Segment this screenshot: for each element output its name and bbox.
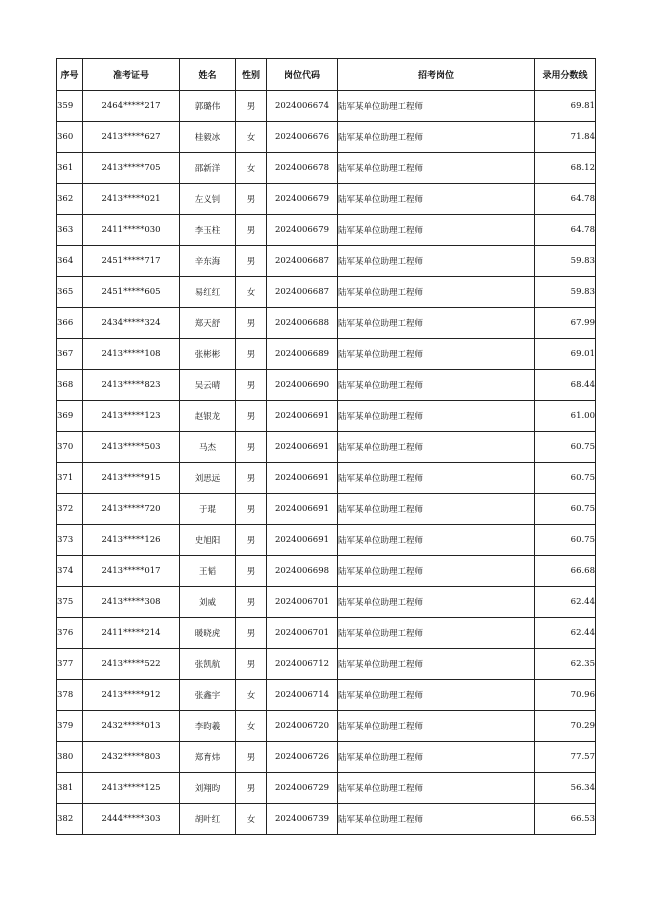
cell-exam-number: 2413*****720 [83, 494, 180, 525]
cell-exam-number: 2413*****503 [83, 432, 180, 463]
table-row [57, 742, 596, 773]
cell-gender: 女 [236, 680, 267, 711]
cell-name: 吴云晴 [180, 370, 236, 401]
cell-score-line: 60.75 [535, 463, 596, 494]
cell-seq: 362 [57, 184, 83, 215]
header-seq: 序号 [57, 59, 83, 91]
table-row [57, 649, 596, 680]
cell-position: 陆军某单位助理工程师 [338, 463, 535, 494]
cell-name: 马杰 [180, 432, 236, 463]
cell-score-line: 71.84 [535, 122, 596, 153]
cell-gender: 男 [236, 432, 267, 463]
cell-gender: 男 [236, 494, 267, 525]
cell-score-line: 61.00 [535, 401, 596, 432]
cell-exam-number: 2413*****522 [83, 649, 180, 680]
cell-exam-number: 2411*****214 [83, 618, 180, 649]
cell-position-code: 2024006729 [267, 773, 338, 804]
table-row [57, 432, 596, 463]
cell-gender: 男 [236, 525, 267, 556]
cell-position: 陆军某单位助理工程师 [338, 122, 535, 153]
header-exam-number: 准考证号 [83, 59, 180, 91]
cell-exam-number: 2413*****823 [83, 370, 180, 401]
cell-score-line: 62.35 [535, 649, 596, 680]
cell-name: 李玉柱 [180, 215, 236, 246]
cell-score-line: 69.01 [535, 339, 596, 370]
cell-seq: 369 [57, 401, 83, 432]
cell-gender: 女 [236, 122, 267, 153]
cell-gender: 男 [236, 463, 267, 494]
cell-seq: 366 [57, 308, 83, 339]
cell-position-code: 2024006712 [267, 649, 338, 680]
cell-position: 陆军某单位助理工程师 [338, 587, 535, 618]
table-row [57, 618, 596, 649]
cell-name: 张彬彬 [180, 339, 236, 370]
cell-seq: 365 [57, 277, 83, 308]
cell-exam-number: 2432*****803 [83, 742, 180, 773]
header-position-code: 岗位代码 [267, 59, 338, 91]
cell-position-code: 2024006687 [267, 246, 338, 277]
cell-name: 刘威 [180, 587, 236, 618]
cell-position: 陆军某单位助理工程师 [338, 804, 535, 835]
cell-gender: 男 [236, 91, 267, 122]
cell-position-code: 2024006701 [267, 618, 338, 649]
cell-score-line: 69.81 [535, 91, 596, 122]
cell-position: 陆军某单位助理工程师 [338, 339, 535, 370]
cell-seq: 375 [57, 587, 83, 618]
cell-position-code: 2024006676 [267, 122, 338, 153]
cell-seq: 371 [57, 463, 83, 494]
cell-position: 陆军某单位助理工程师 [338, 184, 535, 215]
cell-position-code: 2024006701 [267, 587, 338, 618]
header-gender: 性别 [236, 59, 267, 91]
admission-score-table [56, 58, 596, 835]
cell-seq: 374 [57, 556, 83, 587]
cell-position: 陆军某单位助理工程师 [338, 401, 535, 432]
cell-score-line: 59.83 [535, 277, 596, 308]
cell-score-line: 70.96 [535, 680, 596, 711]
table-row [57, 370, 596, 401]
table-body [57, 91, 596, 835]
cell-score-line: 56.34 [535, 773, 596, 804]
cell-seq: 370 [57, 432, 83, 463]
cell-name: 王韬 [180, 556, 236, 587]
cell-seq: 359 [57, 91, 83, 122]
cell-exam-number: 2451*****605 [83, 277, 180, 308]
cell-score-line: 64.78 [535, 184, 596, 215]
cell-position: 陆军某单位助理工程师 [338, 680, 535, 711]
cell-exam-number: 2413*****017 [83, 556, 180, 587]
cell-exam-number: 2413*****021 [83, 184, 180, 215]
cell-seq: 373 [57, 525, 83, 556]
table-row [57, 277, 596, 308]
cell-seq: 368 [57, 370, 83, 401]
cell-name: 刘翔昀 [180, 773, 236, 804]
cell-name: 左义钊 [180, 184, 236, 215]
cell-score-line: 62.44 [535, 587, 596, 618]
cell-seq: 360 [57, 122, 83, 153]
cell-position: 陆军某单位助理工程师 [338, 153, 535, 184]
cell-name: 史旭阳 [180, 525, 236, 556]
cell-name: 易红红 [180, 277, 236, 308]
cell-exam-number: 2432*****013 [83, 711, 180, 742]
cell-score-line: 66.68 [535, 556, 596, 587]
cell-name: 于琨 [180, 494, 236, 525]
header-position: 招考岗位 [338, 59, 535, 91]
cell-position-code: 2024006688 [267, 308, 338, 339]
cell-position: 陆军某单位助理工程师 [338, 494, 535, 525]
cell-exam-number: 2464*****217 [83, 91, 180, 122]
cell-position: 陆军某单位助理工程师 [338, 773, 535, 804]
cell-name: 郭璐伟 [180, 91, 236, 122]
cell-exam-number: 2413*****912 [83, 680, 180, 711]
table-row [57, 246, 596, 277]
cell-position-code: 2024006678 [267, 153, 338, 184]
cell-name: 张凯航 [180, 649, 236, 680]
cell-gender: 男 [236, 618, 267, 649]
cell-position: 陆军某单位助理工程师 [338, 742, 535, 773]
cell-exam-number: 2413*****308 [83, 587, 180, 618]
cell-exam-number: 2413*****915 [83, 463, 180, 494]
cell-position-code: 2024006687 [267, 277, 338, 308]
cell-exam-number: 2434*****324 [83, 308, 180, 339]
cell-gender: 女 [236, 277, 267, 308]
cell-seq: 380 [57, 742, 83, 773]
cell-seq: 382 [57, 804, 83, 835]
cell-position: 陆军某单位助理工程师 [338, 525, 535, 556]
cell-seq: 363 [57, 215, 83, 246]
cell-gender: 女 [236, 804, 267, 835]
table-row [57, 556, 596, 587]
cell-name: 邵新洋 [180, 153, 236, 184]
cell-gender: 男 [236, 215, 267, 246]
cell-gender: 男 [236, 308, 267, 339]
cell-name: 暖晓虎 [180, 618, 236, 649]
cell-position: 陆军某单位助理工程师 [338, 277, 535, 308]
cell-position-code: 2024006674 [267, 91, 338, 122]
table-row [57, 525, 596, 556]
cell-score-line: 64.78 [535, 215, 596, 246]
cell-seq: 372 [57, 494, 83, 525]
cell-exam-number: 2413*****126 [83, 525, 180, 556]
cell-position: 陆军某单位助理工程师 [338, 618, 535, 649]
cell-position-code: 2024006691 [267, 463, 338, 494]
cell-score-line: 77.57 [535, 742, 596, 773]
cell-gender: 男 [236, 246, 267, 277]
cell-exam-number: 2413*****108 [83, 339, 180, 370]
cell-exam-number: 2413*****627 [83, 122, 180, 153]
cell-name: 郑育炜 [180, 742, 236, 773]
cell-exam-number: 2413*****125 [83, 773, 180, 804]
cell-position-code: 2024006714 [267, 680, 338, 711]
cell-seq: 377 [57, 649, 83, 680]
cell-score-line: 68.12 [535, 153, 596, 184]
cell-score-line: 62.44 [535, 618, 596, 649]
cell-position: 陆军某单位助理工程师 [338, 649, 535, 680]
cell-score-line: 60.75 [535, 525, 596, 556]
cell-position: 陆军某单位助理工程师 [338, 215, 535, 246]
cell-position: 陆军某单位助理工程师 [338, 246, 535, 277]
cell-score-line: 59.83 [535, 246, 596, 277]
cell-name: 桂毅冰 [180, 122, 236, 153]
cell-position-code: 2024006690 [267, 370, 338, 401]
cell-seq: 367 [57, 339, 83, 370]
cell-seq: 378 [57, 680, 83, 711]
table-row [57, 804, 596, 835]
header-score-line: 录用分数线 [535, 59, 596, 91]
table-row [57, 215, 596, 246]
cell-gender: 女 [236, 711, 267, 742]
table-row [57, 308, 596, 339]
cell-position-code: 2024006739 [267, 804, 338, 835]
cell-seq: 361 [57, 153, 83, 184]
cell-gender: 男 [236, 370, 267, 401]
cell-position-code: 2024006691 [267, 401, 338, 432]
cell-seq: 381 [57, 773, 83, 804]
cell-gender: 男 [236, 556, 267, 587]
cell-score-line: 66.53 [535, 804, 596, 835]
cell-exam-number: 2451*****717 [83, 246, 180, 277]
cell-position: 陆军某单位助理工程师 [338, 711, 535, 742]
cell-score-line: 67.99 [535, 308, 596, 339]
cell-gender: 男 [236, 773, 267, 804]
cell-position-code: 2024006679 [267, 184, 338, 215]
cell-name: 李昀羲 [180, 711, 236, 742]
table-row [57, 122, 596, 153]
table-row [57, 773, 596, 804]
cell-score-line: 60.75 [535, 494, 596, 525]
cell-name: 郑天舒 [180, 308, 236, 339]
cell-gender: 男 [236, 401, 267, 432]
cell-score-line: 70.29 [535, 711, 596, 742]
cell-position: 陆军某单位助理工程师 [338, 308, 535, 339]
table-row [57, 711, 596, 742]
cell-position-code: 2024006720 [267, 711, 338, 742]
cell-name: 赵银龙 [180, 401, 236, 432]
table-header-row [57, 59, 596, 91]
cell-seq: 364 [57, 246, 83, 277]
cell-gender: 男 [236, 742, 267, 773]
table-row [57, 587, 596, 618]
cell-position-code: 2024006726 [267, 742, 338, 773]
cell-position-code: 2024006698 [267, 556, 338, 587]
cell-position: 陆军某单位助理工程师 [338, 432, 535, 463]
table-row [57, 494, 596, 525]
cell-score-line: 68.44 [535, 370, 596, 401]
cell-position-code: 2024006691 [267, 494, 338, 525]
cell-exam-number: 2444*****303 [83, 804, 180, 835]
cell-position: 陆军某单位助理工程师 [338, 370, 535, 401]
cell-seq: 379 [57, 711, 83, 742]
header-name: 姓名 [180, 59, 236, 91]
cell-score-line: 60.75 [535, 432, 596, 463]
cell-seq: 376 [57, 618, 83, 649]
table-row [57, 401, 596, 432]
cell-position: 陆军某单位助理工程师 [338, 556, 535, 587]
cell-name: 胡叶红 [180, 804, 236, 835]
cell-position: 陆军某单位助理工程师 [338, 91, 535, 122]
table-row [57, 91, 596, 122]
table-row [57, 184, 596, 215]
cell-name: 刘思远 [180, 463, 236, 494]
table-row [57, 463, 596, 494]
table-row [57, 680, 596, 711]
table-row [57, 339, 596, 370]
cell-gender: 男 [236, 184, 267, 215]
cell-position-code: 2024006691 [267, 432, 338, 463]
cell-name: 张鑫宇 [180, 680, 236, 711]
cell-position-code: 2024006679 [267, 215, 338, 246]
cell-name: 辛东海 [180, 246, 236, 277]
cell-exam-number: 2411*****030 [83, 215, 180, 246]
table-row [57, 153, 596, 184]
cell-exam-number: 2413*****123 [83, 401, 180, 432]
cell-gender: 女 [236, 153, 267, 184]
cell-exam-number: 2413*****705 [83, 153, 180, 184]
cell-gender: 男 [236, 587, 267, 618]
cell-gender: 男 [236, 649, 267, 680]
cell-gender: 男 [236, 339, 267, 370]
cell-position-code: 2024006691 [267, 525, 338, 556]
cell-position-code: 2024006689 [267, 339, 338, 370]
